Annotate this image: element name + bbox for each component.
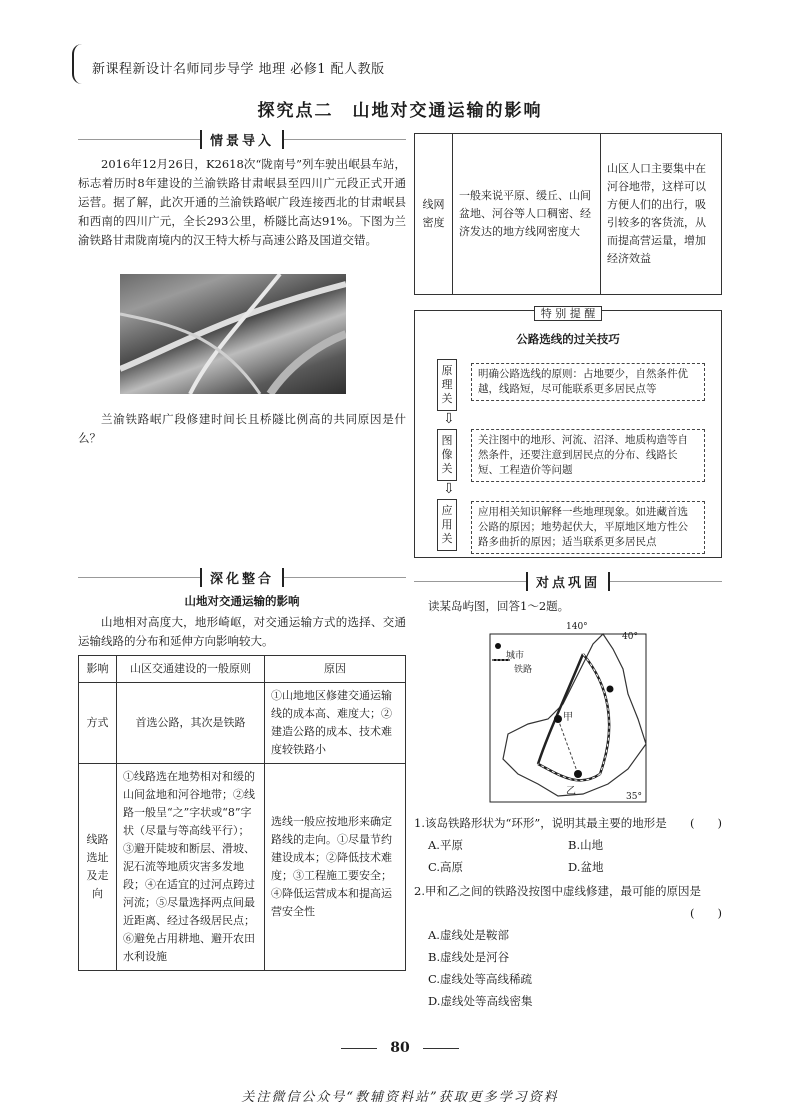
answer-paren: ( ) — [690, 906, 722, 920]
intro-heading: 情景导入 — [200, 130, 284, 149]
arrow-down-icon: ⇩ — [443, 481, 455, 497]
option: A.平原 — [428, 838, 463, 852]
tip-step-text: 应用相关知识解释一些地理现象。如进藏首选公路的原因；地势起伏大，平原地区地方性公路多曲折的原因；适当联系更多居民点 — [471, 501, 705, 554]
table-cell: 方式 — [79, 683, 117, 764]
tip-step-label: 图像关 — [437, 429, 457, 481]
header-bracket — [72, 44, 84, 84]
map-lat-top: 40° — [622, 632, 638, 642]
option: D.盆地 — [568, 860, 604, 874]
tips-title: 公路选线的过关技巧 — [516, 332, 620, 346]
integration-subtitle: 山地对交通运输的影响 — [184, 594, 300, 608]
option: B.山地 — [568, 838, 604, 852]
tip-step — [437, 499, 457, 551]
tip-step-text: 关注图中的地形、河流、沼泽、地质构造等自然条件，还要注意到居民点的分布、线路长短、工程造价等问题 — [471, 429, 705, 482]
arrow-down-icon: ⇩ — [443, 411, 455, 427]
table-row — [79, 764, 406, 971]
table-cell: 一般来说平原、缓丘、山间盆地、河谷等人口稠密、经济发达的地方线网密度大 — [453, 134, 601, 295]
intro-section — [78, 130, 406, 250]
map-city-label: 乙 — [566, 786, 576, 797]
intro-paragraph: 2016年12月26日，K2618次“陇南号”列车驶出岷县车站，标志着历时8年建设的兰渝铁路甘肃岷县至四川广元段正式开通运营。据了解，此次开通的兰渝铁路岷广段连接西北的甘肃岷县和西南的四川广元，全长293公里，桥隧比高达91%。下图为兰渝铁路甘肃陇南境内的汉王特大桥与高速公路及国道交错。 — [78, 157, 406, 247]
island-map — [488, 624, 648, 804]
practice-section — [414, 572, 722, 617]
table-cell: 线网密度 — [415, 134, 453, 295]
tip-step — [437, 429, 457, 481]
page-number: 80 — [0, 1040, 800, 1056]
table-header-row — [79, 656, 406, 683]
map-lon-label: 140° — [566, 622, 588, 632]
tip-step-text: 明确公路选线的原则：占地要少，自然条件优越，线路短，尽可能联系更多居民点等 — [471, 363, 705, 401]
density-table — [414, 133, 722, 295]
tip-step-label: 应用关 — [437, 499, 457, 551]
option: B.虚线处是河谷 — [428, 950, 510, 964]
table-cell: ①山地地区修建交通运输线的成本高、难度大；②建造公路的成本、技术难度较铁路小 — [265, 683, 406, 764]
footer-note: 关注微信公众号“教辅资料站”获取更多学习资料 — [241, 1090, 559, 1105]
option: C.虚线处等高线稀疏 — [428, 972, 533, 986]
table-cell: 山区人口主要集中在河谷地带，这样可以方便人们的出行，吸引较多的客货流，从而提高营运量，增加经济效益 — [601, 134, 722, 295]
book-header: 新课程新设计名师同步导学 地理 必修1 配人教版 — [92, 62, 385, 77]
tips-box — [414, 307, 722, 558]
tip-step — [437, 359, 457, 411]
question-stem: 2.甲和乙之间的铁路没按图中虚线修建，最可能的原因是 — [414, 884, 701, 898]
tips-heading: 特 别 提 醒 — [534, 306, 603, 321]
table-header-cell: 影响 — [79, 656, 117, 683]
integration-section — [78, 568, 406, 651]
bridge-photo — [120, 274, 346, 394]
answer-paren: ( ) — [690, 816, 722, 830]
map-lat-bottom: 35° — [626, 792, 642, 802]
question-1 — [414, 812, 722, 878]
table-cell: 选线一般应按地形来确定路线的走向。①尽量节约建设成本；②降低技术难度；③工程施工要安全；④降低运营成本和提高运营安全性 — [265, 764, 406, 971]
option: D.虚线处等高线密集 — [428, 994, 533, 1008]
integration-paragraph: 山地相对高度大，地形崎岖，对交通运输方式的选择、交通运输线路的分布和延伸方向影响较大。 — [78, 615, 406, 648]
practice-heading: 对点巩固 — [526, 572, 610, 591]
option: C.高原 — [428, 860, 464, 874]
table-header-cell: 山区交通建设的一般原则 — [117, 656, 265, 683]
table-cell: ①线路选在地势相对和缓的山间盆地和河谷地带；②线路一般呈“之”字状或“8”字状（尽量与等高线平行）；③避开陡坡和断层、滑坡、泥石流等地质灾害多发地段；④在适宜的过河点跨过河流；⑤尽量选择两点间最近距离、经过各级居民点；⑥避免占用耕地、避开农田水利设施 — [117, 764, 265, 971]
integration-heading: 深化整合 — [200, 568, 284, 587]
map-city-label: 甲 — [563, 712, 573, 723]
table-header-cell: 原因 — [265, 656, 406, 683]
option: A.虚线处是鞍部 — [428, 928, 509, 942]
table-row — [79, 683, 406, 764]
table-row — [415, 134, 722, 295]
question-2 — [414, 880, 722, 1012]
tip-step-label: 原理关 — [437, 359, 457, 411]
question-stem: 1.该岛铁路形状为“环形”，说明其最主要的地形是 — [414, 816, 667, 830]
table-cell: 首选公路，其次是铁路 — [117, 683, 265, 764]
table-cell: 线路选址及走向 — [79, 764, 117, 971]
integration-table — [78, 655, 406, 971]
map-legend-rail: 铁路 — [514, 665, 533, 675]
intro-question: 兰渝铁路岷广段修建时间长且桥隧比例高的共同原因是什么？ — [78, 412, 406, 445]
map-legend-city: 城市 — [506, 651, 525, 661]
page-title: 探究点二 山地对交通运输的影响 — [257, 101, 543, 121]
practice-intro: 读某岛屿图，回答1～2题。 — [428, 599, 570, 613]
